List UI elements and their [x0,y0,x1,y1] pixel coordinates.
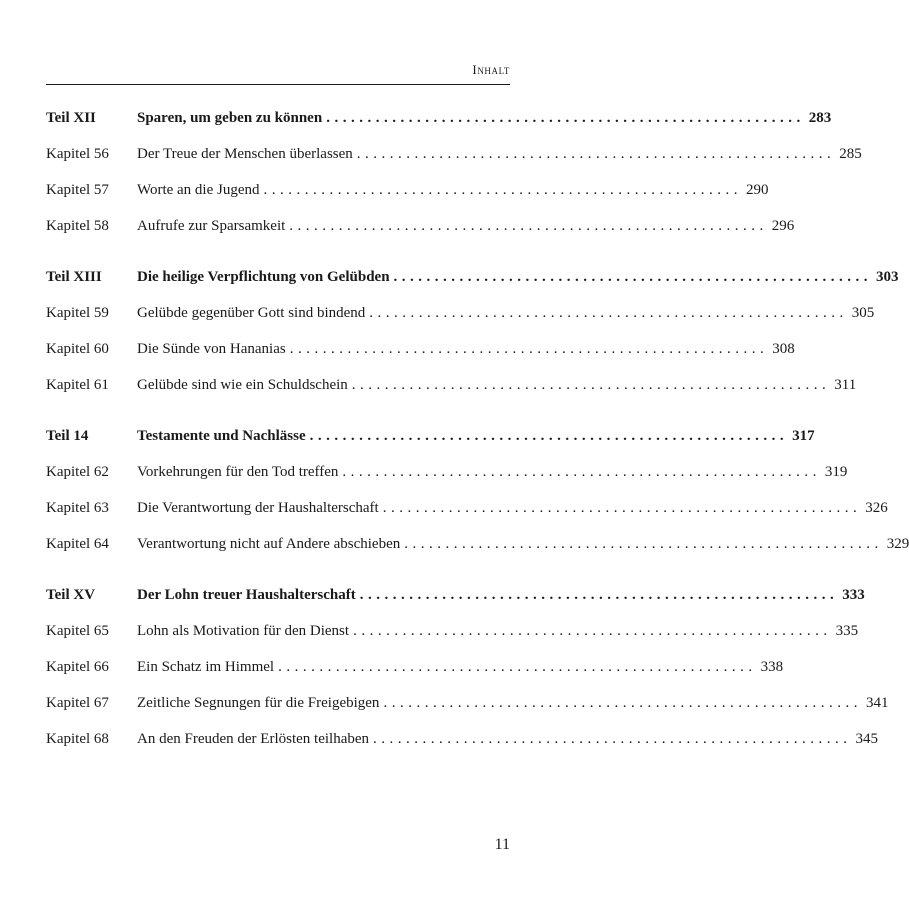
toc-chapter-row[interactable] [46,454,848,490]
toc-label: Teil 14 [46,427,89,444]
toc-page-number: 317 [792,427,815,444]
toc-label: Kapitel 62 [46,463,109,480]
dot-leader: .......................................................... [383,694,862,711]
toc-label: Teil XII [46,109,96,126]
toc-title: Zeitliche Segnungen für die Freigebigen [137,694,380,711]
toc-label: Kapitel 67 [46,694,109,711]
dot-leader: .......................................................... [393,268,873,285]
toc-title: Der Lohn treuer Haushalterschaft [137,586,356,603]
toc-label: Kapitel 57 [46,181,109,198]
toc-title: Gelübde sind wie ein Schuldschein [137,376,348,393]
toc-title: Vorkehrungen für den Tod treffen [137,463,339,480]
toc-page-number: 283 [808,109,832,126]
toc-title: An den Freuden der Erlösten teilhaben [137,730,370,747]
toc-chapter-row[interactable] [46,613,859,649]
toc-chapter-row[interactable] [46,649,784,685]
dot-leader: .......................................................... [289,340,769,357]
toc-part-row[interactable] [46,259,899,295]
header-rule [46,84,510,85]
toc-page-number: 319 [824,463,848,480]
toc-title: Gelübde gegenüber Gott sind bindend [137,304,366,321]
dot-leader: .......................................................... [404,535,883,552]
toc-title: Die Verantwortung der Haushalterschaft [137,499,379,516]
toc-chapter-row[interactable] [46,136,862,172]
toc-title: Die heilige Verpflichtung von Gelübden [137,268,390,285]
toc-label: Teil XV [46,586,96,603]
toc-chapter-row[interactable] [46,685,889,721]
toc-title: Testamente und Nachlässe [137,427,306,444]
dot-leader: .......................................................... [278,658,757,675]
toc-page-number: 335 [835,622,859,639]
toc-title: Lohn als Motivation für den Dienst [137,622,350,639]
toc-title: Aufrufe zur Sparsamkeit [137,217,286,234]
toc-title: Der Treue der Menschen überlassen [137,145,353,162]
toc-part-row[interactable] [46,100,832,136]
toc-label: Kapitel 58 [46,217,109,234]
toc-chapter-row[interactable] [46,208,795,244]
toc-title: Ein Schatz im Himmel [137,658,275,675]
toc-label: Kapitel 64 [46,535,109,552]
toc-title: Die Sünde von Hananias [137,340,286,357]
toc-label: Kapitel 56 [46,145,109,162]
dot-leader: .......................................................... [263,181,743,198]
dot-leader: .......................................................... [289,217,768,234]
toc-chapter-row[interactable] [46,721,879,757]
toc-page-number: 296 [771,217,795,234]
toc-part-row[interactable] [46,577,865,613]
toc-page-number: 345 [855,730,879,747]
toc-title: Verantwortung nicht auf Andere abschieben [137,535,401,552]
dot-leader: .......................................................... [359,586,839,603]
toc-chapter-row[interactable] [46,367,857,403]
toc-page-number: 311 [834,376,857,393]
toc-label: Kapitel 66 [46,658,109,675]
toc-page-number: 308 [772,340,795,357]
toc-label: Kapitel 61 [46,376,109,393]
toc-page-number: 303 [876,268,899,285]
dot-leader: .......................................................... [309,427,789,444]
toc-label: Teil XIII [46,268,102,285]
toc-title: Sparen, um geben zu können [137,109,323,126]
dot-leader: .......................................................... [382,499,862,516]
toc-page-number: 305 [851,304,875,321]
toc-chapter-row[interactable] [46,295,875,331]
toc-page-number: 333 [842,586,865,603]
toc-label: Kapitel 65 [46,622,109,639]
toc-page-number: 290 [746,181,769,198]
dot-leader: .......................................................... [342,463,821,480]
toc-chapter-row[interactable] [46,172,769,208]
toc-page-number: 338 [760,658,784,675]
dot-leader: .......................................................... [326,109,805,126]
toc-part-row[interactable] [46,418,815,454]
toc-label: Kapitel 59 [46,304,109,321]
toc-page-number: 341 [865,694,889,711]
toc-page-number: 329 [886,535,909,552]
toc-label: Kapitel 63 [46,499,109,516]
toc-title: Worte an die Jugend [137,181,260,198]
toc-chapter-row[interactable] [46,331,795,367]
toc-chapter-row[interactable] [46,526,909,562]
toc-page-number: 285 [839,145,862,162]
dot-leader: .......................................................... [351,376,831,393]
page-number: 11 [494,836,510,853]
toc-label: Kapitel 60 [46,340,109,357]
dot-leader: .......................................................... [356,145,836,162]
dot-leader: .......................................................... [369,304,848,321]
toc-label: Kapitel 68 [46,730,109,747]
toc-page-number: 326 [865,499,888,516]
toc-chapter-row[interactable] [46,490,888,526]
running-head: Inhalt [472,62,510,77]
dot-leader: .......................................................... [373,730,852,747]
dot-leader: .......................................................... [353,622,832,639]
table-of-contents [46,100,909,757]
